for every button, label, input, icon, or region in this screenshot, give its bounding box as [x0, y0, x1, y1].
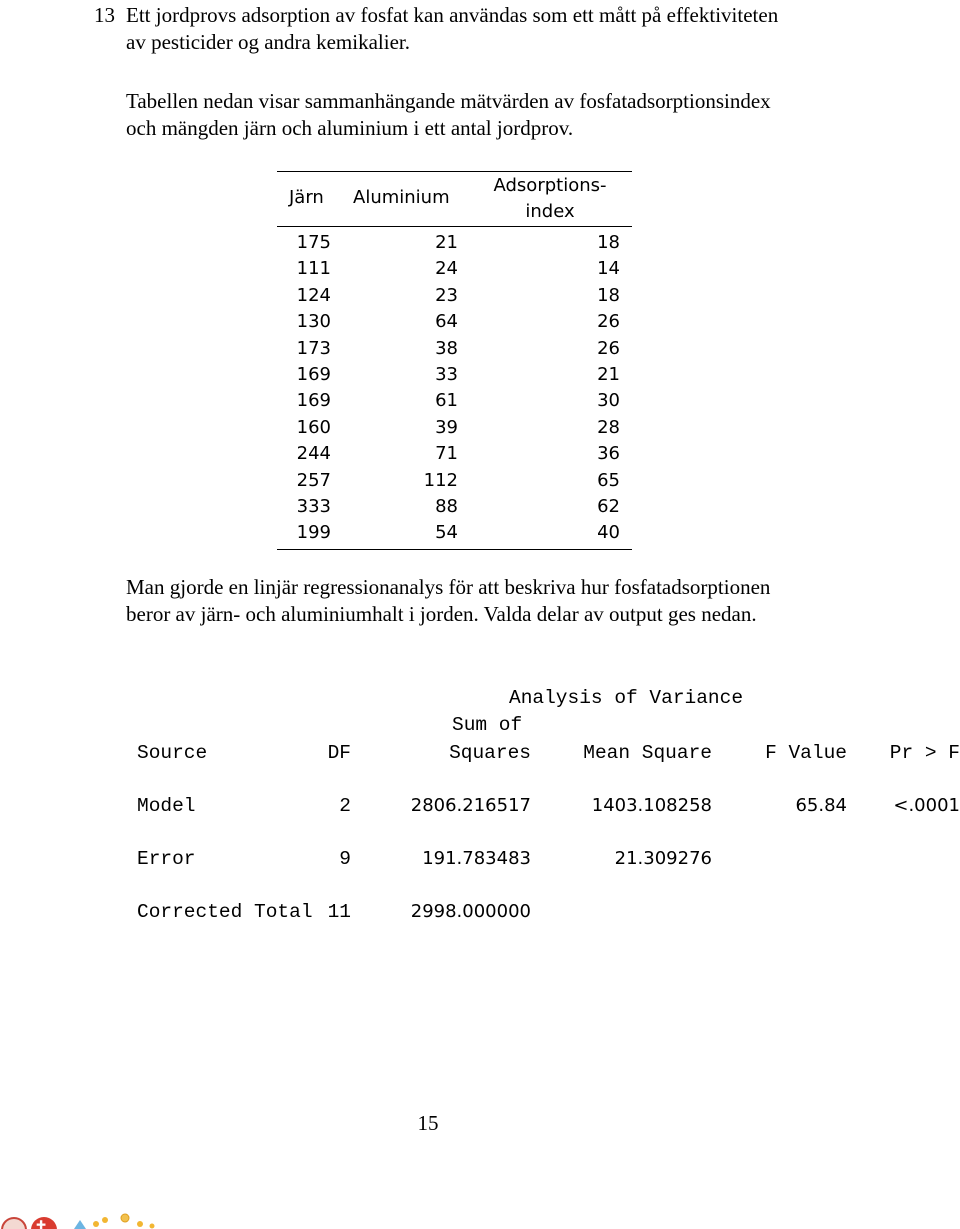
header-adsorption-line1: Adsorptions- — [493, 175, 607, 196]
anova-row — [137, 846, 960, 872]
anova-header-row — [137, 740, 960, 766]
cell-aluminium: 61 — [435, 390, 458, 412]
page-number: 15 — [417, 1111, 439, 1135]
cell-aluminium: 23 — [435, 284, 458, 306]
cell-adsorption: 28 — [597, 416, 620, 438]
header-adsorption-line2: index — [525, 201, 575, 222]
cell-aluminium: 64 — [435, 311, 458, 333]
cell-adsorption: 14 — [597, 258, 620, 280]
anova-header-df: DF — [327, 742, 351, 764]
cell-aluminium: 54 — [435, 522, 458, 544]
watermark-logo-icon — [0, 1204, 160, 1229]
anova-sum-of: Sum of — [452, 714, 523, 736]
table-intro: Tabellen nedan visar sammanhängande mätvärden av fosfatadsorptionsindex och mängden järn och aluminium i ett antal jordprov. — [126, 89, 771, 140]
cell-aluminium: 38 — [435, 337, 458, 359]
cell-aluminium: 24 — [435, 258, 458, 280]
cell-iron: 175 — [296, 232, 331, 253]
cell-iron: 111 — [296, 258, 331, 280]
cell-adsorption: 18 — [597, 232, 620, 253]
header-aluminium: Aluminium — [353, 187, 450, 208]
table-row — [277, 362, 632, 388]
table-row — [277, 309, 632, 335]
cell-iron: 173 — [296, 337, 331, 359]
table-row — [277, 283, 632, 309]
cell-adsorption: 36 — [597, 443, 620, 465]
cell-aluminium: 112 — [423, 469, 458, 491]
anova-cell-f: 65.84 — [795, 795, 847, 816]
header-iron: Järn — [289, 187, 324, 208]
regression-text: Man gjorde en linjär regressionanalys för att beskriva hur fosfatadsorptionen beror av järn- och aluminiumhalt i jorden. Valda delar av output ges nedan. — [126, 575, 771, 626]
cell-iron: 130 — [296, 311, 331, 333]
cell-iron: 333 — [296, 495, 331, 517]
cell-aluminium: 21 — [435, 232, 458, 253]
problem-number: 13 — [94, 3, 115, 27]
cell-adsorption: 65 — [597, 469, 620, 491]
anova-cell-df: 9 — [339, 848, 351, 870]
cell-adsorption: 62 — [597, 495, 620, 517]
cell-aluminium: 71 — [435, 443, 458, 465]
table-row — [277, 230, 632, 256]
data-table-body — [277, 227, 632, 549]
anova-cell-ss: 191.783483 — [422, 848, 531, 869]
anova-cell-p: <.0001 — [893, 795, 960, 816]
anova-cell-df: 11 — [327, 901, 351, 923]
anova-row — [137, 899, 960, 925]
cell-iron: 124 — [296, 284, 331, 306]
svg-text:✚: ✚ — [36, 1218, 47, 1229]
cell-aluminium: 39 — [435, 416, 458, 438]
anova-cell-source: Corrected Total — [137, 901, 313, 923]
table-row — [277, 468, 632, 494]
cell-iron: 199 — [296, 522, 331, 544]
table-row — [277, 336, 632, 362]
cell-iron: 160 — [296, 416, 331, 438]
anova-cell-ss: 2998.000000 — [410, 901, 531, 922]
cell-adsorption: 40 — [597, 522, 620, 544]
cell-adsorption: 26 — [597, 311, 620, 333]
anova-cell-source: Model — [137, 795, 196, 817]
cell-iron: 257 — [296, 469, 331, 491]
anova-header-f: F Value — [765, 742, 847, 764]
data-table-header — [277, 172, 632, 227]
cell-adsorption: 30 — [597, 390, 620, 412]
table-row — [277, 256, 632, 282]
anova-header-p: Pr > F — [889, 742, 960, 764]
cell-adsorption: 26 — [597, 337, 620, 359]
cell-iron: 244 — [296, 443, 331, 465]
anova-header-ss: Squares — [449, 742, 531, 764]
cell-iron: 169 — [296, 363, 331, 385]
table-row — [277, 520, 632, 546]
cell-iron: 169 — [296, 390, 331, 412]
table-row — [277, 494, 632, 520]
anova-cell-source: Error — [137, 848, 196, 870]
problem-intro: Ett jordprovs adsorption av fosfat kan användas som ett mått på effektiviteten av pesticider og andra kemikalier. — [126, 3, 779, 54]
anova-cell-ms: 21.309276 — [614, 848, 712, 869]
cell-aluminium: 88 — [435, 495, 458, 517]
cell-adsorption: 21 — [597, 363, 620, 385]
anova-cell-df: 2 — [339, 795, 351, 817]
data-table — [277, 171, 632, 550]
anova-header-ms: Mean Square — [583, 742, 712, 764]
table-row — [277, 441, 632, 467]
anova-title: Analysis of Variance — [509, 687, 744, 709]
anova-row — [137, 793, 960, 819]
cell-adsorption: 18 — [597, 284, 620, 306]
anova-cell-ss: 2806.216517 — [410, 795, 531, 816]
table-row — [277, 415, 632, 441]
anova-header-source: Source — [137, 742, 208, 764]
table-row — [277, 388, 632, 414]
cell-aluminium: 33 — [435, 363, 458, 385]
header-adsorption — [480, 173, 620, 225]
anova-cell-ms: 1403.108258 — [591, 795, 712, 816]
